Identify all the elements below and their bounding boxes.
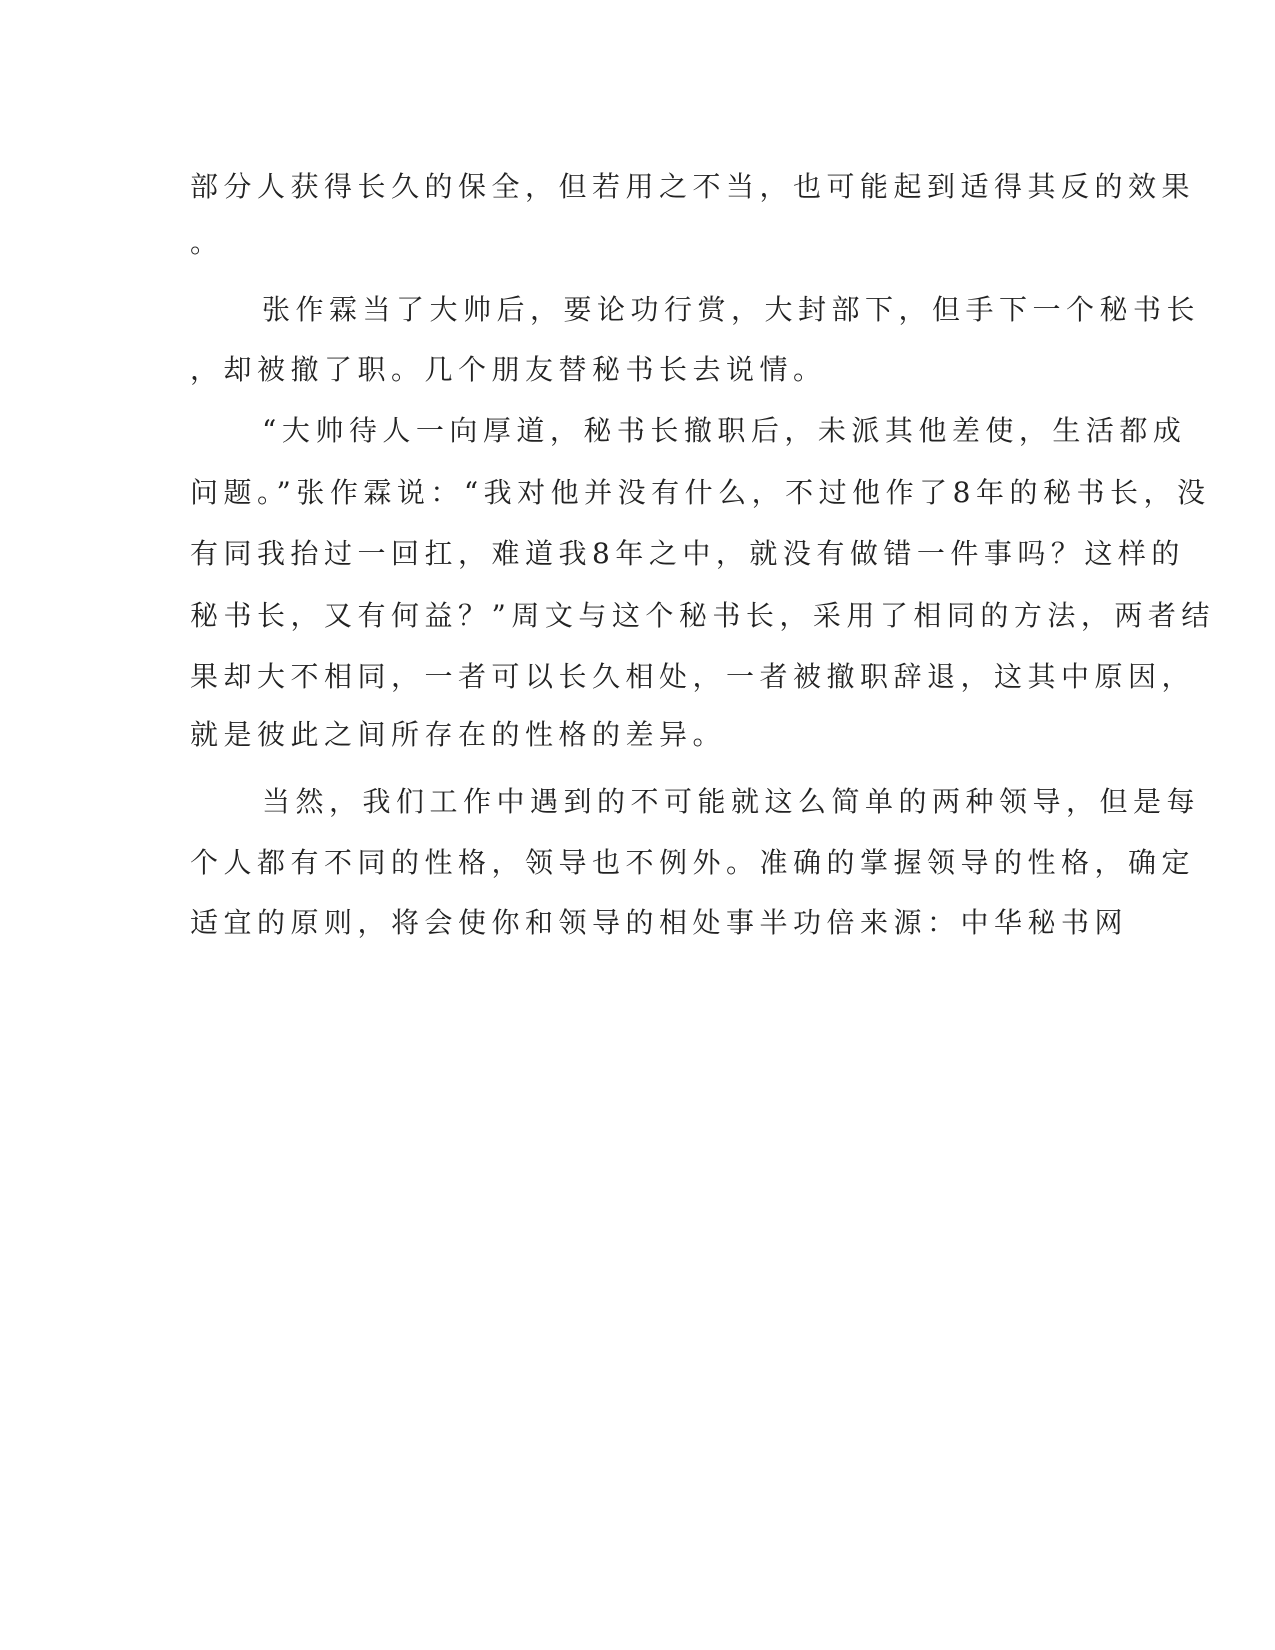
- paragraph-first-line: 当然，我们工作中遇到的不可能就这么简单的两种领导，但是每: [262, 785, 1201, 818]
- text-line: 秘书长，又有何益？”周文与这个秘书长，采用了相同的方法，两者结: [190, 599, 1215, 632]
- text-line: 适宜的原则，将会使你和领导的相处事半功倍来源：中华秘书网: [190, 906, 1129, 939]
- text-line: 个人都有不同的性格，领导也不例外。准确的掌握领导的性格，确定: [190, 846, 1196, 879]
- paragraph-first-line: “大帅待人一向厚道，秘书长撤职后，未派其他差使，生活都成: [262, 414, 1187, 447]
- text-line: 部分人获得长久的保全，但若用之不当，也可能起到适得其反的效果: [190, 170, 1196, 203]
- text-line: 有同我抬过一回扛，难道我8年之中，就没有做错一件事吗？这样的: [190, 537, 1185, 570]
- paragraph-first-line: 张作霖当了大帅后，要论功行赏，大封部下，但手下一个秘书长: [262, 293, 1201, 326]
- text-line: 就是彼此之间所存在的性格的差异。: [190, 718, 727, 751]
- text-line: 果却大不相同，一者可以长久相处，一者被撤职辞退，这其中原因，: [190, 660, 1196, 693]
- text-line: 。: [190, 226, 219, 259]
- text-line: 问题。”张作霖说：“我对他并没有什么，不过他作了8年的秘书长，没: [190, 476, 1211, 509]
- text-line: ，却被撤了职。几个朋友替秘书长去说情。: [190, 353, 827, 386]
